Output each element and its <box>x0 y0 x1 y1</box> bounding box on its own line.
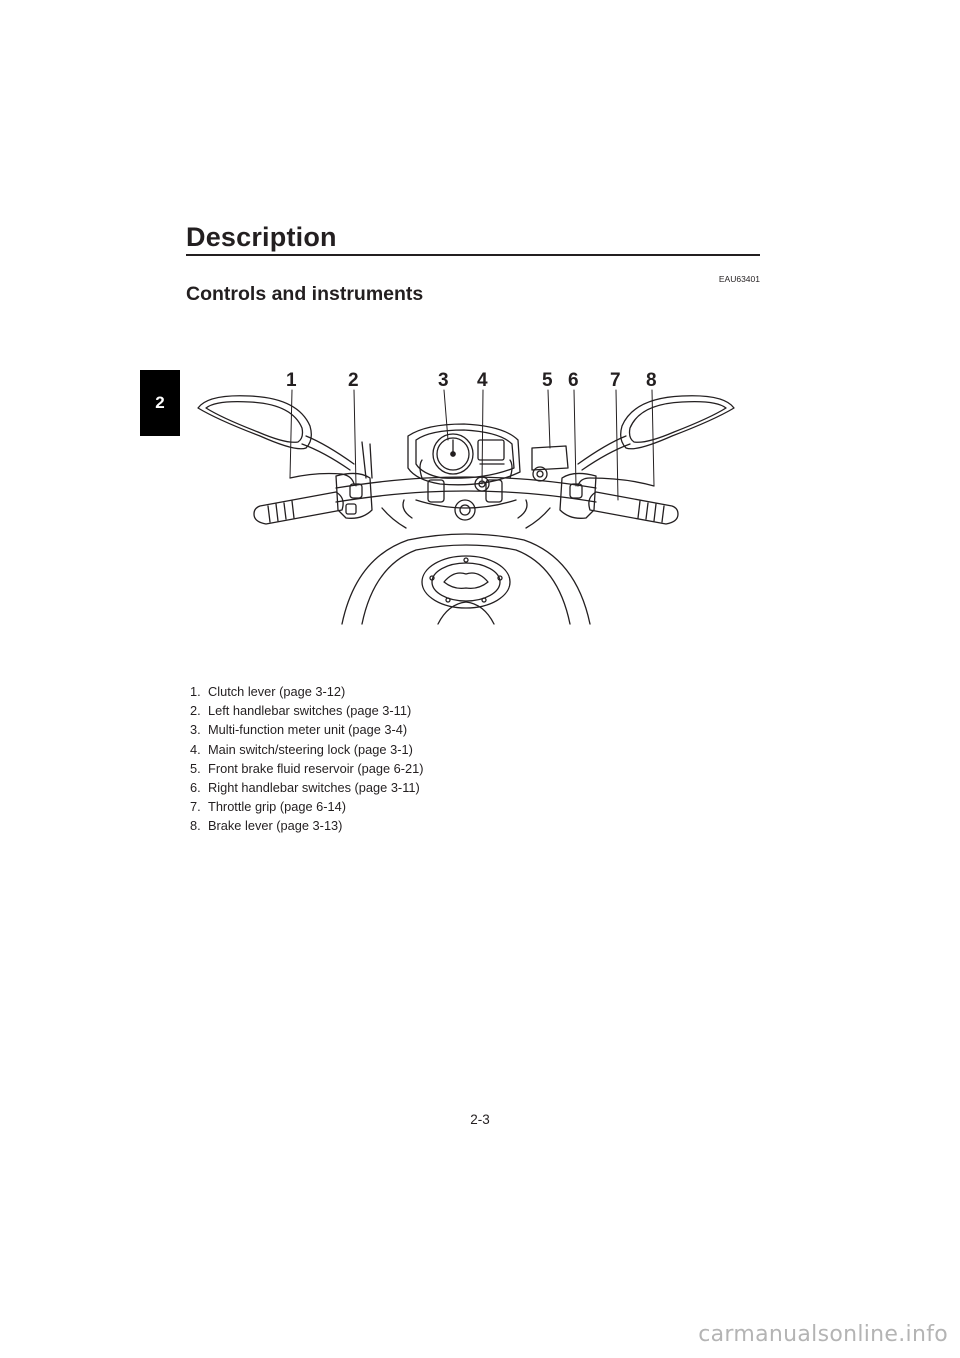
legend-item: 1. Clutch lever (page 3-12) <box>190 684 346 699</box>
callout-8: 8 <box>646 370 657 391</box>
page-header-title: Description <box>186 222 337 252</box>
handlebar-illustration <box>186 360 746 630</box>
legend-item: 6. Right handlebar switches (page 3-11) <box>190 780 420 796</box>
callout-6: 6 <box>568 370 579 391</box>
brake-lever <box>578 478 654 486</box>
left-switch-housing <box>336 442 372 518</box>
callout-4: 4 <box>477 370 488 391</box>
legend-item: 2. Left handlebar switches (page 3-11) <box>190 703 412 719</box>
brake-fluid-reservoir <box>532 446 568 481</box>
section-title: Controls and instruments <box>186 283 424 305</box>
legend-item: 7. Throttle grip (page 6-14) <box>190 799 346 815</box>
fuel-tank <box>342 534 590 624</box>
page-number: 2-3 <box>470 1112 490 1127</box>
callout-legend <box>190 682 424 836</box>
callout-7: 7 <box>610 370 621 391</box>
legend-item: 3. Multi-function meter unit (page 3-4) <box>190 722 408 738</box>
header-rule <box>186 254 760 256</box>
left-grip <box>254 492 343 524</box>
clutch-lever <box>290 474 354 485</box>
watermark: carmanualsonline.info <box>698 1322 948 1347</box>
reference-code: EAU63401 <box>718 274 760 284</box>
callout-2: 2 <box>348 370 359 391</box>
callout-leaders <box>290 390 654 500</box>
legend-item: 5. Front brake fluid reservoir (page 6-21) <box>190 760 424 776</box>
legend-item: 8. Brake lever (page 3-13) <box>190 818 343 834</box>
legend-item: 4. Main switch/steering lock (page 3-1) <box>190 741 413 757</box>
meter-unit <box>408 424 520 485</box>
callout-3: 3 <box>438 370 449 391</box>
top-clamp <box>403 477 527 520</box>
chapter-tab: 2 <box>140 370 180 436</box>
right-mirror <box>578 396 734 470</box>
left-mirror <box>198 396 354 470</box>
right-grip <box>589 492 678 524</box>
callout-5: 5 <box>542 370 553 391</box>
handlebar <box>336 460 596 502</box>
callout-1: 1 <box>286 370 297 391</box>
right-switch-housing <box>560 473 596 518</box>
